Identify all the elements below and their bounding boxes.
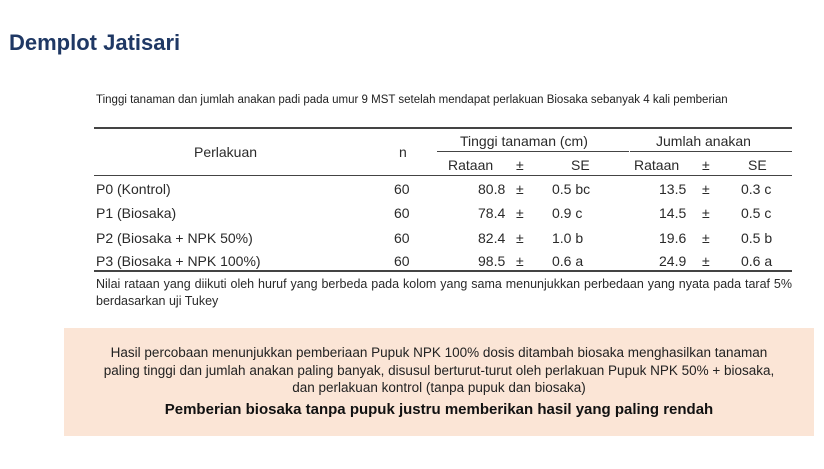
row-perlakuan: P2 (Biosaka + NPK 50%) <box>96 230 253 246</box>
summary-line: Hasil percobaan menunjukkan pemberiaan Pupuk NPK 100% dosis ditambah biosaka menghasilkan tanaman <box>110 345 768 360</box>
row-tinggi-pm: ± <box>516 205 524 221</box>
row-perlakuan: P1 (Biosaka) <box>96 205 177 221</box>
row-jumlah-se: 0.6 a <box>741 253 773 269</box>
summary-text <box>64 344 814 397</box>
header-tinggi: Tinggi tanaman (cm) <box>460 133 588 149</box>
header-tinggi-rataan: Rataan <box>448 157 494 173</box>
row-tinggi-se: 1.0 b <box>552 230 584 246</box>
header-tinggi-pm: ± <box>516 157 524 173</box>
row-tinggi-rataan: 82.4 <box>478 230 506 246</box>
row-tinggi-se: 0.5 bc <box>552 181 591 197</box>
slide-title: Demplot Jatisari <box>9 30 181 55</box>
row-jumlah-se: 0.5 b <box>741 230 773 246</box>
row-jumlah-pm: ± <box>702 230 710 246</box>
header-jumlah-se: SE <box>748 157 767 173</box>
header-tinggi-se: SE <box>571 157 590 173</box>
table-bottom-rule <box>94 270 792 272</box>
table-footnote: Nilai rataan yang diikuti oleh huruf yang berbeda pada kolom yang sama menunjukkan perbedaan yang nyata pada taraf 5% berdasarkan uji Tukey <box>96 277 792 308</box>
row-jumlah-pm: ± <box>702 205 710 221</box>
header-bottom-rule <box>94 175 792 176</box>
row-tinggi-se: 0.9 c <box>552 205 583 221</box>
row-tinggi-rataan: 80.8 <box>478 181 506 197</box>
tinggi-header-rule <box>437 151 629 152</box>
row-tinggi-rataan: 98.5 <box>478 253 506 269</box>
row-jumlah-rataan: 19.6 <box>659 230 687 246</box>
row-n: 60 <box>394 205 410 221</box>
row-tinggi-pm: ± <box>516 181 524 197</box>
row-jumlah-rataan: 24.9 <box>659 253 687 269</box>
table-caption: Tinggi tanaman dan jumlah anakan padi pada umur 9 MST setelah mendapat perlakuan Biosaka sebanyak 4 kali pemberian <box>96 94 728 106</box>
row-n: 60 <box>394 230 410 246</box>
row-n: 60 <box>394 253 410 269</box>
row-tinggi-rataan: 78.4 <box>478 205 506 221</box>
row-jumlah-pm: ± <box>702 253 710 269</box>
row-tinggi-pm: ± <box>516 230 524 246</box>
header-jumlah-rataan: Rataan <box>634 157 680 173</box>
row-n: 60 <box>394 181 410 197</box>
header-perlakuan: Perlakuan <box>194 144 258 160</box>
table-top-rule <box>94 127 792 129</box>
jumlah-header-rule <box>630 151 792 152</box>
row-jumlah-rataan: 14.5 <box>659 205 687 221</box>
summary-emphasis: Pemberian biosaka tanpa pupuk justru memberikan hasil yang paling rendah <box>164 401 714 418</box>
row-tinggi-pm: ± <box>516 253 524 269</box>
header-jumlah: Jumlah anakan <box>656 133 751 149</box>
header-jumlah-pm: ± <box>702 157 710 173</box>
row-jumlah-se: 0.3 c <box>741 181 772 197</box>
row-jumlah-rataan: 13.5 <box>659 181 687 197</box>
row-perlakuan: P0 (Kontrol) <box>96 181 171 197</box>
row-tinggi-se: 0.6 a <box>552 253 584 269</box>
row-perlakuan: P3 (Biosaka + NPK 100%) <box>96 253 261 269</box>
header-n: n <box>399 144 407 160</box>
summary-line: paling tinggi dan jumlah anakan paling banyak, disusul berturut-turut oleh perlakuan Pupuk NPK 50% + biosaka, <box>103 362 775 378</box>
summary-line: dan perlakuan kontrol (tanpa pupuk dan biosaka) <box>292 380 586 395</box>
row-jumlah-pm: ± <box>702 181 710 197</box>
row-jumlah-se: 0.5 c <box>741 205 772 221</box>
summary-box <box>64 328 814 436</box>
